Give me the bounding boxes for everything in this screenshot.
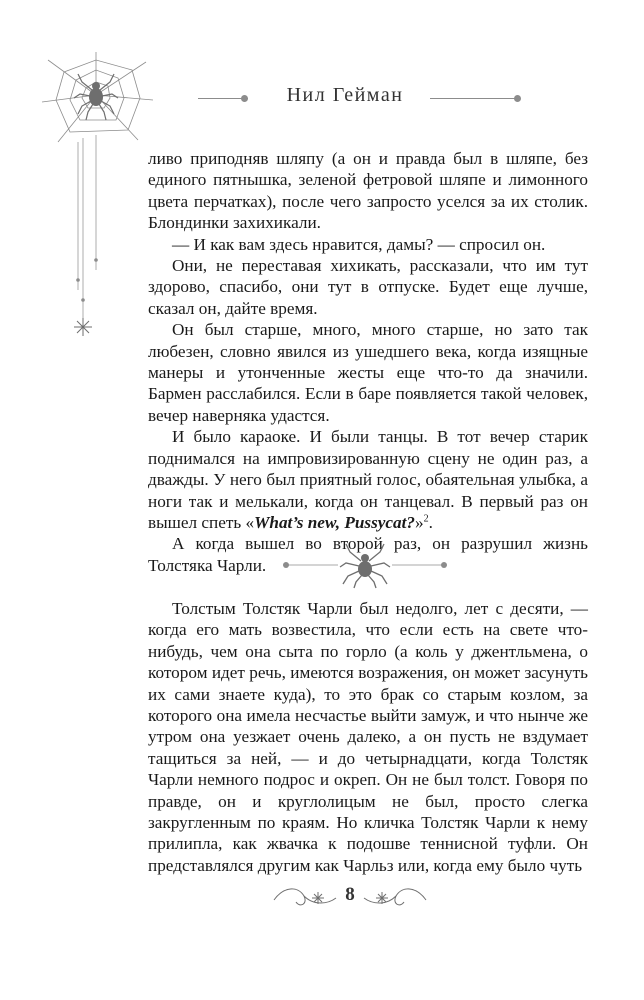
paragraph-text: И было караоке. И были танцы. В тот вечер старик поднимался на импровизированную сцену не один раз, а дважды. У него был приятный голос, обаятельная улыбка, а ноги так и мелькали, когда он танцевал. В первый раз он вышел спеть «: [148, 427, 588, 532]
header-ornament-dot-right: [514, 95, 521, 102]
song-title: What’s new, Pussycat?: [254, 512, 416, 532]
section-divider-spider-icon: [280, 540, 450, 590]
page-number: 8: [345, 884, 355, 905]
footnote-marker[interactable]: 2: [423, 513, 429, 525]
text-block-1: [148, 148, 588, 576]
paragraph: А когда вышел во второй раз, он разрушил жизнь Толстяка Чарли.: [148, 534, 588, 575]
paragraph: [148, 426, 588, 533]
paragraph: Они, не переставая хихикать, рассказали, что им тут здорово, спасибо, они тут в отпуске. Будет еще лучше, сказал он, дайте время.: [148, 256, 588, 318]
star-icon: [74, 318, 92, 336]
quote-close: »: [415, 512, 424, 532]
paragraph: — И как вам здесь нравится, дамы? — спросил он.: [172, 234, 546, 254]
text-block-2: [148, 598, 588, 876]
period: .: [428, 512, 433, 532]
running-header-author: Нил Гейман: [286, 84, 404, 106]
paragraph: ливо приподняв шляпу (а он и правда был в шляпе, без единого пятнышка, зеленой фетровой шляпе и лимонного цвета перчатках), после чего запросто уселся за их столик. Блондинки захихикали.: [148, 149, 588, 233]
paragraph: Толстым Толстяк Чарли был недолго, лет с десяти, — когда его мать возвестила, что если есть на свете что-нибудь, чем она сыта по горло (а коль у джентльмена, о котором идет речь, имеются возражения, он может засунуть их сами знаете куда), то это брак со старым козлом, за которого она имела несчастье выйти замуж, и что нынче же утром она уезжает очень далеко, а он пусть не вздумает тащиться за ней, — и до четырнадцати, когда Толстяк Чарли немного подрос и окреп. Он не был толст. Говоря по правде, он и круглолицым не был, просто слегка закругленным по краям. Но кличка Толстяк Чарли к нему прилипла, как жвачка к подошве теннисной туфли. Он представлялся другим как Чарльз или, когда ему было чуть: [148, 599, 588, 875]
header-rule-right: [430, 98, 520, 99]
paragraph: Он был старше, много, много старше, но зато так любезен, словно явился из ушедшего века, когда изящные манеры и утонченные жесты еще что-то да значили. Бармен расслабился. Если в баре появляется такой человек, вечер наверняка удастся.: [148, 320, 588, 425]
spider-web-icon: [38, 50, 158, 350]
header-rule-left: [198, 98, 248, 99]
